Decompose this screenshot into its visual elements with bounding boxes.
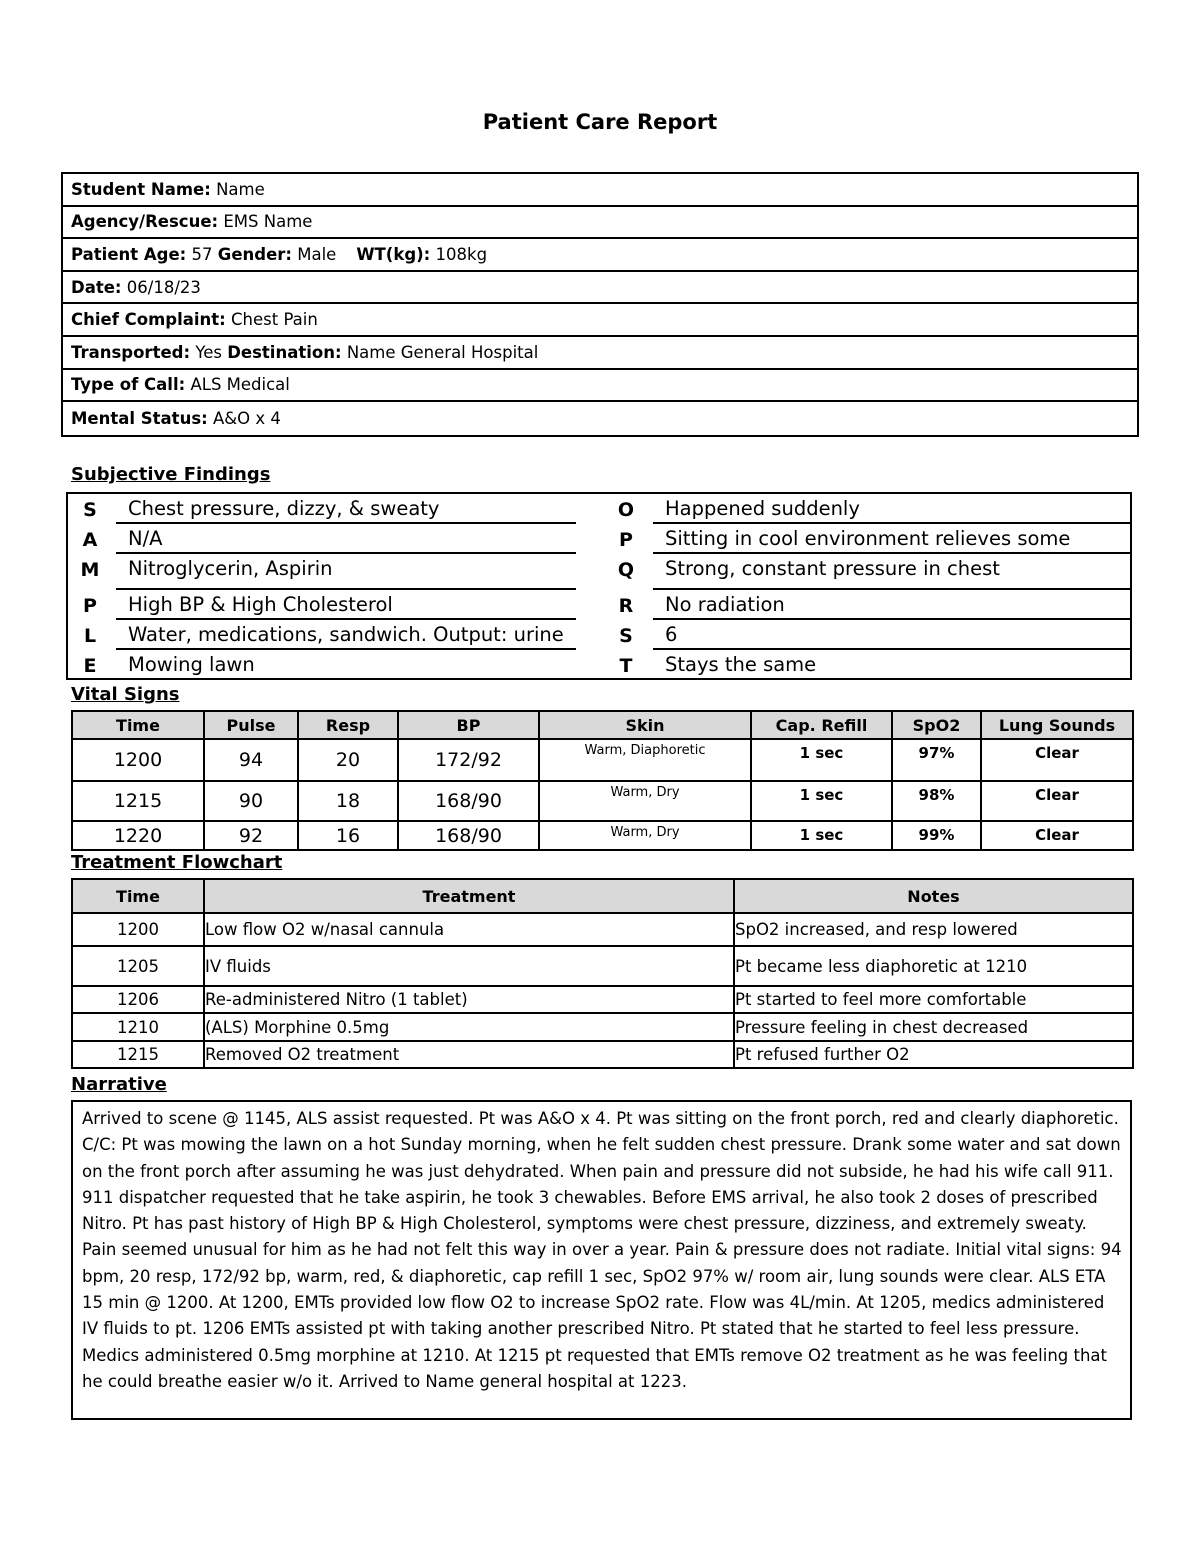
vitals-cell: 172/92 — [398, 739, 539, 781]
student-name-row — [63, 174, 1137, 207]
gender-value: Male — [297, 244, 337, 264]
treatment-cell: Pressure feeling in chest decreased — [734, 1013, 1133, 1041]
vitals-cell: 1 sec — [751, 821, 892, 850]
sample-text: Nitroglycerin, Aspirin — [128, 557, 333, 580]
agency-row — [63, 207, 1137, 240]
treatment-column-header: Time — [72, 879, 204, 913]
treatment-cell: Pt became less diaphoretic at 1210 — [734, 946, 1133, 986]
treatment-flowchart-table — [71, 878, 1134, 1069]
treatment-cell: (ALS) Morphine 0.5mg — [204, 1013, 734, 1041]
vitals-cell: 1220 — [72, 821, 204, 850]
chief-complaint-value: Chest Pain — [231, 310, 318, 330]
vitals-cell: 1 sec — [751, 739, 892, 781]
opqrst-text: Stays the same — [665, 653, 817, 676]
vitals-cell: 98% — [892, 781, 981, 821]
treatment-cell: Pt started to feel more comfortable — [734, 986, 1133, 1013]
table-row — [72, 946, 1133, 986]
gender-label: Gender: — [217, 244, 292, 264]
opqrst-text: Happened suddenly — [665, 497, 860, 520]
narrative-heading: Narrative — [71, 1074, 167, 1095]
vitals-cell: 168/90 — [398, 821, 539, 850]
vitals-column-header: Lung Sounds — [981, 711, 1133, 739]
sample-text: Mowing lawn — [128, 653, 255, 676]
opqrst-letter-p: P — [619, 529, 633, 551]
vitals-cell: Warm, Diaphoretic — [539, 739, 751, 781]
vitals-cell: 1 sec — [751, 781, 892, 821]
opqrst-letter-r: R — [618, 595, 634, 617]
vitals-cell: 20 — [298, 739, 398, 781]
treatment-cell: Removed O2 treatment — [204, 1041, 734, 1068]
treatment-column-header: Treatment — [204, 879, 734, 913]
opqrst-text: Strong, constant pressure in chest — [665, 557, 1000, 580]
vitals-column-header: Cap. Refill — [751, 711, 892, 739]
subjective-findings-heading: Subjective Findings — [71, 464, 271, 485]
vitals-column-header: Time — [72, 711, 204, 739]
date-row — [63, 272, 1137, 305]
subjective-findings-box — [66, 492, 1132, 680]
agency-value: EMS Name — [223, 212, 313, 232]
field-underline — [116, 618, 576, 620]
table-row — [72, 986, 1133, 1013]
opqrst-letter-q: Q — [617, 559, 635, 581]
opqrst-text: 6 — [665, 623, 678, 646]
table-row — [72, 821, 1133, 850]
age-label: Patient Age: — [71, 244, 187, 264]
vitals-column-header: Resp — [298, 711, 398, 739]
mental-status-row — [63, 402, 1137, 435]
treatment-cell: 1215 — [72, 1041, 204, 1068]
vital-signs-heading: Vital Signs — [71, 684, 180, 705]
transported-value: Yes — [195, 342, 222, 362]
sample-letter-m: M — [80, 559, 100, 581]
chief-complaint-label: Chief Complaint: — [71, 310, 226, 330]
field-underline — [116, 522, 576, 524]
page-title: Patient Care Report — [482, 110, 718, 134]
opqrst-letter-t: T — [619, 655, 633, 677]
type-of-call-row — [63, 370, 1137, 403]
vitals-cell: 1200 — [72, 739, 204, 781]
vitals-column-header: SpO2 — [892, 711, 981, 739]
mental-status-value: A&O x 4 — [213, 408, 281, 428]
field-underline — [116, 588, 576, 590]
age-value: 57 — [191, 244, 213, 264]
opqrst-letter-s: S — [619, 625, 633, 647]
vitals-cell: Clear — [981, 781, 1133, 821]
age-gender-weight-row — [63, 239, 1137, 272]
sample-letter-p: P — [83, 595, 97, 617]
field-underline — [653, 522, 1132, 524]
field-underline — [653, 588, 1132, 590]
table-row — [72, 739, 1133, 781]
vital-signs-table — [71, 710, 1134, 851]
vitals-cell: Clear — [981, 821, 1133, 850]
weight-label: WT(kg): — [356, 244, 431, 264]
opqrst-text: Sitting in cool environment relieves some — [665, 527, 1071, 550]
agency-label: Agency/Rescue: — [71, 212, 219, 232]
transport-row — [63, 337, 1137, 370]
treatment-cell: 1206 — [72, 986, 204, 1013]
vitals-column-header: Skin — [539, 711, 751, 739]
date-value: 06/18/23 — [126, 277, 201, 297]
sample-text: High BP & High Cholesterol — [128, 593, 393, 616]
destination-label: Destination: — [227, 342, 342, 362]
treatment-cell: Pt refused further O2 — [734, 1041, 1133, 1068]
vitals-cell: Warm, Dry — [539, 781, 751, 821]
treatment-flowchart-heading: Treatment Flowchart — [71, 852, 283, 873]
weight-value: 108kg — [435, 244, 488, 264]
vitals-cell: 99% — [892, 821, 981, 850]
treatment-cell: 1205 — [72, 946, 204, 986]
vitals-cell: Warm, Dry — [539, 821, 751, 850]
table-row — [72, 1041, 1133, 1068]
opqrst-letter-o: O — [617, 499, 635, 521]
table-row — [72, 1013, 1133, 1041]
sample-letter-l: L — [83, 625, 97, 647]
transported-label: Transported: — [71, 342, 191, 362]
mental-status-label: Mental Status: — [71, 408, 208, 428]
destination-value: Name General Hospital — [346, 342, 539, 362]
vitals-cell: 92 — [204, 821, 298, 850]
vitals-column-header: Pulse — [204, 711, 298, 739]
patient-info-table — [61, 172, 1139, 437]
field-underline — [653, 618, 1132, 620]
chief-complaint-row — [63, 304, 1137, 337]
sample-letter-s: S — [83, 499, 97, 521]
vitals-cell: 90 — [204, 781, 298, 821]
treatment-cell: 1210 — [72, 1013, 204, 1041]
treatment-cell: SpO2 increased, and resp lowered — [734, 913, 1133, 946]
opqrst-text: No radiation — [665, 593, 785, 616]
vitals-cell: 16 — [298, 821, 398, 850]
table-row — [72, 781, 1133, 821]
vitals-cell: 168/90 — [398, 781, 539, 821]
narrative-text: Arrived to scene @ 1145, ALS assist requested. Pt was A&O x 4. Pt was sitting on the front porch, red and clearly diaphoretic. C/C: Pt was mowing the lawn on a hot Sunday morning, when he felt sudden chest pressure. Drank some water and sat down on the front porch after assuming he was just dehydrated. When pain and pressure did not subside, he had his wife call 911. 911 dispatcher requested that he take aspirin, he took 3 chewables. Before EMS arrival, he also took 2 doses of prescribed Nitro. Pt has past history of High BP & High Cholesterol, symptoms were chest pressure, dizziness, and extremely sweaty. Pain seemed unusual for him as he had not felt this way in over a year. Pain & pressure does not radiate. Initial vital signs: 94 bpm, 20 resp, 172/92 bp, warm, red, & diaphoretic, cap refill 1 sec, SpO2 97% w/ room air, lung sounds were clear. ALS ETA 15 min @ 1200. At 1200, EMTs provided low flow O2 to increase SpO2 rate. Flow was 4L/min. At 1205, medics administered IV fluids to pt. 1206 EMTs assisted pt with taking another prescribed Nitro. Pt stated that he started to feel less pressure. Medics administered 0.5mg morphine at 1210. At 1215 pt requested that EMTs remove O2 treatment as he was feeling that he could breathe easier w/o it. Arrived to Name general hospital at 1223. — [71, 1100, 1132, 1420]
sample-letter-e: E — [83, 655, 97, 677]
sample-text: Chest pressure, dizzy, & sweaty — [128, 497, 440, 520]
table-row — [72, 913, 1133, 946]
sample-text: N/A — [128, 527, 163, 550]
student-name-label: Student Name: — [71, 179, 211, 199]
field-underline — [653, 552, 1132, 554]
sample-text: Water, medications, sandwich. Output: urine — [128, 623, 564, 646]
vitals-column-header: BP — [398, 711, 539, 739]
student-name-value: Name — [216, 179, 265, 199]
vitals-cell: 94 — [204, 739, 298, 781]
vitals-cell: Clear — [981, 739, 1133, 781]
field-underline — [116, 648, 576, 650]
vitals-cell: 1215 — [72, 781, 204, 821]
treatment-cell: 1200 — [72, 913, 204, 946]
type-of-call-value: ALS Medical — [190, 375, 290, 395]
treatment-cell: Re-administered Nitro (1 tablet) — [204, 986, 734, 1013]
type-of-call-label: Type of Call: — [71, 375, 186, 395]
field-underline — [653, 648, 1132, 650]
sample-letter-a: A — [82, 529, 98, 551]
date-label: Date: — [71, 277, 122, 297]
vitals-cell: 18 — [298, 781, 398, 821]
treatment-cell: Low flow O2 w/nasal cannula — [204, 913, 734, 946]
treatment-column-header: Notes — [734, 879, 1133, 913]
field-underline — [116, 552, 576, 554]
treatment-cell: IV fluids — [204, 946, 734, 986]
vitals-cell: 97% — [892, 739, 981, 781]
